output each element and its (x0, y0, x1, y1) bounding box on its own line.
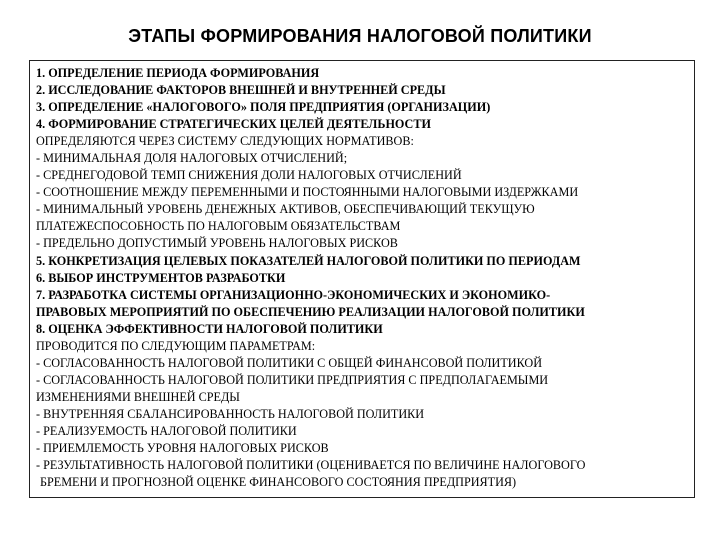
norm-item: - МИНИМАЛЬНАЯ ДОЛЯ НАЛОГОВЫХ ОТЧИСЛЕНИЙ; (36, 151, 348, 166)
parameter-item: - РЕАЛИЗУЕМОСТЬ НАЛОГОВОЙ ПОЛИТИКИ (36, 423, 297, 438)
parameter-item-continuation: ИЗМЕНЕНИЯМИ ВНЕШНЕЙ СРЕДЫ (36, 389, 240, 404)
parameter-item: - РЕЗУЛЬТАТИВНОСТЬ НАЛОГОВОЙ ПОЛИТИКИ (ОЦЕНИВАЕТСЯ ПО ВЕЛИЧИНЕ НАЛОГОВОГО (36, 458, 586, 473)
stage-1: 1. ОПРЕДЕЛЕНИЕ ПЕРИОДА ФОРМИРОВАНИЯ (36, 66, 320, 80)
norm-item: - СРЕДНЕГОДОВОЙ ТЕМП СНИЖЕНИЯ ДОЛИ НАЛОГОВЫХ ОТЧИСЛЕНИЙ (36, 168, 462, 183)
norm-item: - МИНИМАЛЬНЫЙ УРОВЕНЬ ДЕНЕЖНЫХ АКТИВОВ, ОБЕСПЕЧИВАЮЩИЙ ТЕКУЩУЮ (36, 202, 535, 217)
norm-item: - СООТНОШЕНИЕ МЕЖДУ ПЕРЕМЕННЫМИ И ПОСТОЯННЫМИ НАЛОГОВЫМИ ИЗДЕРЖКАМИ (36, 185, 579, 200)
norm-item: - ПРЕДЕЛЬНО ДОПУСТИМЫЙ УРОВЕНЬ НАЛОГОВЫХ РИСКОВ (36, 236, 398, 251)
stage-4: 4. ФОРМИРОВАНИЕ СТРАТЕГИЧЕСКИХ ЦЕЛЕЙ ДЕЯТЕЛЬНОСТИ (36, 117, 431, 132)
parameter-item: - СОГЛАСОВАННОСТЬ НАЛОГОВОЙ ПОЛИТИКИ С ОБЩЕЙ ФИНАНСОВОЙ ПОЛИТИКОЙ (36, 355, 543, 370)
stage-8: 8. ОЦЕНКА ЭФФЕКТИВНОСТИ НАЛОГОВОЙ ПОЛИТИКИ (36, 321, 383, 336)
stage-7: 7. РАЗРАБОТКА СИСТЕМЫ ОРГАНИЗАЦИОННО-ЭКОНОМИЧЕСКИХ И ЭКОНОМИКО- (36, 287, 551, 302)
parameter-item: - СОГЛАСОВАННОСТЬ НАЛОГОВОЙ ПОЛИТИКИ ПРЕДПРИЯТИЯ С ПРЕДПОЛАГАЕМЫМИ (36, 372, 549, 387)
parameter-item: - ПРИЕМЛЕМОСТЬ УРОВНЯ НАЛОГОВЫХ РИСКОВ (36, 441, 329, 456)
stage-6: 6. ВЫБОР ИНСТРУМЕНТОВ РАЗРАБОТКИ (36, 270, 286, 285)
parameter-item-continuation: БРЕМЕНИ И ПРОГНОЗНОЙ ОЦЕНКЕ ФИНАНСОВОГО СОСТОЯНИЯ ПРЕДПРИЯТИЯ) (40, 475, 517, 490)
stage-8-intro: ПРОВОДИТСЯ ПО СЛЕДУЮЩИМ ПАРАМЕТРАМ: (36, 338, 316, 353)
parameter-item: - ВНУТРЕННЯЯ СБАЛАНСИРОВАННОСТЬ НАЛОГОВОЙ ПОЛИТИКИ (36, 406, 425, 421)
page-title: ЭТАПЫ ФОРМИРОВАНИЯ НАЛОГОВОЙ ПОЛИТИКИ (128, 26, 592, 46)
stage-2: 2. ИССЛЕДОВАНИЕ ФАКТОРОВ ВНЕШНЕЙ И ВНУТРЕННЕЙ СРЕДЫ (36, 83, 446, 98)
stage-4-intro: ОПРЕДЕЛЯЮТСЯ ЧЕРЕЗ СИСТЕМУ СЛЕДУЮЩИХ НОРМАТИВОВ: (36, 134, 414, 149)
content-box (29, 60, 695, 498)
stage-5: 5. КОНКРЕТИЗАЦИЯ ЦЕЛЕВЫХ ПОКАЗАТЕЛЕЙ НАЛОГОВОЙ ПОЛИТИКИ ПО ПЕРИОДАМ (36, 253, 581, 268)
norm-item-continuation: ПЛАТЕЖЕСПОСОБНОСТЬ ПО НАЛОГОВЫМ ОБЯЗАТЕЛЬСТВАМ (36, 219, 401, 234)
stage-7-continuation: ПРАВОВЫХ МЕРОПРИЯТИЙ ПО ОБЕСПЕЧЕНИЮ РЕАЛИЗАЦИИ НАЛОГОВОЙ ПОЛИТИКИ (36, 304, 585, 319)
stage-3: 3. ОПРЕДЕЛЕНИЕ «НАЛОГОВОГО» ПОЛЯ ПРЕДПРИЯТИЯ (ОРГАНИЗАЦИИ) (36, 100, 491, 115)
